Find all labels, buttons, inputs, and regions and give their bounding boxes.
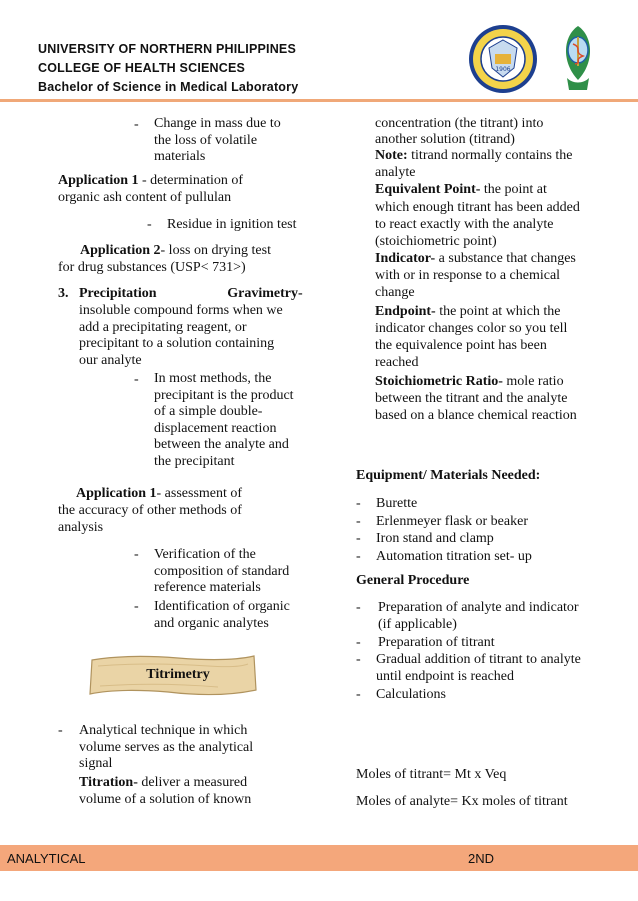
text-line: which enough titrant has been added bbox=[375, 200, 580, 215]
application-3-line bbox=[76, 486, 242, 502]
seal-year: 1906 bbox=[495, 66, 511, 73]
list-dash: - bbox=[356, 531, 361, 546]
residue-item: Residue in ignition test bbox=[167, 217, 297, 232]
term-label: Indicator- bbox=[375, 251, 436, 266]
list-dash: - bbox=[356, 600, 361, 615]
identification-item bbox=[154, 599, 304, 632]
indicator-line bbox=[375, 251, 576, 267]
list-dash: - bbox=[147, 217, 152, 232]
precipitation-definition bbox=[79, 303, 304, 369]
endpoint-line bbox=[375, 304, 561, 320]
term-label: Equivalent Point- bbox=[375, 182, 481, 197]
text-line: Change in mass due to bbox=[154, 116, 281, 131]
text-line: (stoichiometric point) bbox=[375, 234, 497, 249]
term-text: mole ratio bbox=[502, 374, 564, 389]
text-line: another solution (titrand) bbox=[375, 132, 515, 147]
moles-analyte-formula: Moles of analyte= Kx moles of titrant bbox=[356, 794, 568, 809]
application-label: Application 1 bbox=[76, 486, 157, 501]
verification-item bbox=[154, 547, 304, 597]
text-line: Identification of organic bbox=[154, 599, 290, 614]
text-line: reached bbox=[375, 355, 419, 370]
application-1-cont: organic ash content of pullulan bbox=[58, 190, 232, 205]
list-dash: - bbox=[134, 599, 139, 614]
application-label: Application 2 bbox=[80, 243, 161, 258]
list-dash: - bbox=[356, 652, 361, 667]
list-dash: - bbox=[356, 687, 361, 702]
text-line: analyte bbox=[375, 165, 416, 180]
application-3-cont: the accuracy of other methods of bbox=[58, 503, 242, 518]
text-line: and organic analytes bbox=[154, 615, 269, 631]
text-line: Analytical technique in which bbox=[79, 723, 248, 738]
precipitation-heading bbox=[79, 286, 298, 302]
page-footer bbox=[0, 845, 638, 871]
text-line: In most methods, the bbox=[154, 371, 272, 386]
text-line: composition of standard bbox=[154, 563, 290, 579]
equipment-item: Erlenmeyer flask or beaker bbox=[376, 514, 528, 529]
text-line: between the analyte and bbox=[154, 437, 289, 452]
text-line: reference materials bbox=[154, 580, 261, 595]
term-text: the point at bbox=[480, 182, 547, 197]
procedure-step: Preparation of titrant bbox=[378, 635, 495, 650]
equipment-heading: Equipment/ Materials Needed: bbox=[356, 468, 541, 483]
list-dash: - bbox=[134, 372, 139, 387]
equivalent-point-line bbox=[375, 182, 547, 198]
institution-header bbox=[38, 40, 298, 97]
text-line: materials bbox=[154, 149, 206, 164]
text-line: between the titrant and the analyte bbox=[375, 391, 568, 406]
titration-cont: volume of a solution of known bbox=[79, 792, 252, 807]
technique-item bbox=[79, 723, 279, 773]
header-divider bbox=[0, 99, 638, 102]
university-seal-logo bbox=[468, 24, 538, 94]
list-dash: - bbox=[134, 547, 139, 562]
note-label: Note: bbox=[375, 148, 408, 163]
titrimetry-banner-label: Titrimetry bbox=[146, 667, 210, 682]
text-line: precipitant is the product bbox=[154, 387, 294, 403]
text-line: precipitant to a solution containing bbox=[79, 336, 275, 351]
application-label: Application 1 bbox=[58, 173, 139, 188]
text-line: to react exactly with the analyte bbox=[375, 217, 554, 232]
section-number: 3. bbox=[58, 286, 69, 301]
application-3-cont: analysis bbox=[58, 520, 104, 535]
term-text: deliver a measured bbox=[137, 775, 248, 790]
application-text: - assessment of bbox=[156, 486, 243, 501]
moles-titrant-formula: Moles of titrant= Mt x Veq bbox=[356, 767, 507, 782]
term-label: Endpoint- bbox=[375, 304, 436, 319]
note-line bbox=[375, 148, 573, 164]
procedure-step-cont: (if applicable) bbox=[378, 617, 457, 632]
text-line: volume serves as the analytical bbox=[79, 739, 254, 755]
text-line: with or in response to a chemical bbox=[375, 268, 561, 283]
procedure-step-cont: until endpoint is reached bbox=[376, 669, 515, 684]
list-dash: - bbox=[58, 723, 63, 738]
text-line: of a simple double- bbox=[154, 404, 263, 419]
application-2-line bbox=[80, 243, 271, 259]
procedure-step: Gradual addition of titrant to analyte bbox=[376, 652, 581, 667]
text-line: add a precipitating reagent, or bbox=[79, 319, 247, 335]
text-line: Verification of the bbox=[154, 547, 256, 562]
text-line: our analyte bbox=[79, 352, 142, 368]
college-emblem-logo bbox=[553, 22, 603, 96]
list-dash: - bbox=[356, 496, 361, 511]
equipment-item: Automation titration set- up bbox=[376, 549, 532, 564]
procedure-step: Preparation of analyte and indicator bbox=[378, 600, 579, 615]
list-dash: - bbox=[356, 514, 361, 529]
term-text: the point at which the bbox=[435, 304, 561, 319]
procedure-step: Calculations bbox=[376, 687, 446, 702]
college-name: COLLEGE OF HEALTH SCIENCES bbox=[38, 61, 246, 75]
stoichiometric-line bbox=[375, 374, 564, 390]
application-text: - determination of bbox=[138, 173, 244, 188]
bullet-glyph bbox=[356, 304, 367, 320]
footer-term: 2ND bbox=[468, 851, 495, 866]
term-text: a substance that changes bbox=[435, 251, 576, 266]
bullet-glyph bbox=[356, 251, 367, 267]
list-dash: - bbox=[356, 635, 361, 650]
text-line: based on a blance chemical reaction bbox=[375, 408, 577, 423]
text-line: displacement reaction bbox=[154, 420, 277, 436]
text-line: the loss of volatile bbox=[154, 132, 258, 148]
heading-word: Gravimetry bbox=[227, 286, 298, 301]
university-name: UNIVERSITY OF NORTHERN PHILIPPINES bbox=[38, 42, 296, 56]
application-text: - loss on drying test bbox=[160, 243, 271, 258]
titration-line bbox=[79, 775, 247, 791]
bullet-glyph bbox=[356, 374, 367, 390]
heading-dash: - bbox=[298, 286, 303, 301]
heading-word: Precipitation bbox=[79, 286, 157, 301]
mass-change-item bbox=[154, 116, 304, 166]
bullet-glyph bbox=[58, 775, 69, 791]
list-dash: - bbox=[134, 117, 139, 132]
term-label: Stoichiometric Ratio- bbox=[375, 374, 503, 389]
equipment-item: Iron stand and clamp bbox=[376, 531, 494, 546]
application-2-cont: for drug substances (USP< 731>) bbox=[58, 260, 246, 275]
text-line: change bbox=[375, 285, 415, 300]
text-line: the precipitant bbox=[154, 453, 235, 469]
note-text: titrand normally contains the bbox=[407, 148, 573, 163]
equipment-item: Burette bbox=[376, 496, 418, 511]
text-line: insoluble compound forms when we bbox=[79, 303, 283, 318]
application-1-line bbox=[58, 173, 243, 189]
footer-subject: ANALYTICAL bbox=[7, 851, 86, 866]
program-name: Bachelor of Science in Medical Laboratory bbox=[38, 80, 299, 94]
procedure-heading: General Procedure bbox=[356, 573, 470, 588]
bullet-glyph bbox=[356, 182, 367, 198]
list-dash: - bbox=[356, 549, 361, 564]
methods-item bbox=[154, 371, 304, 470]
text-line: concentration (the titrant) into bbox=[375, 116, 544, 131]
text-line: indicator changes color so you tell bbox=[375, 321, 568, 336]
text-line: the equivalence point has been bbox=[375, 338, 547, 353]
term-label: Titration- bbox=[79, 775, 138, 790]
text-line: signal bbox=[79, 756, 113, 771]
